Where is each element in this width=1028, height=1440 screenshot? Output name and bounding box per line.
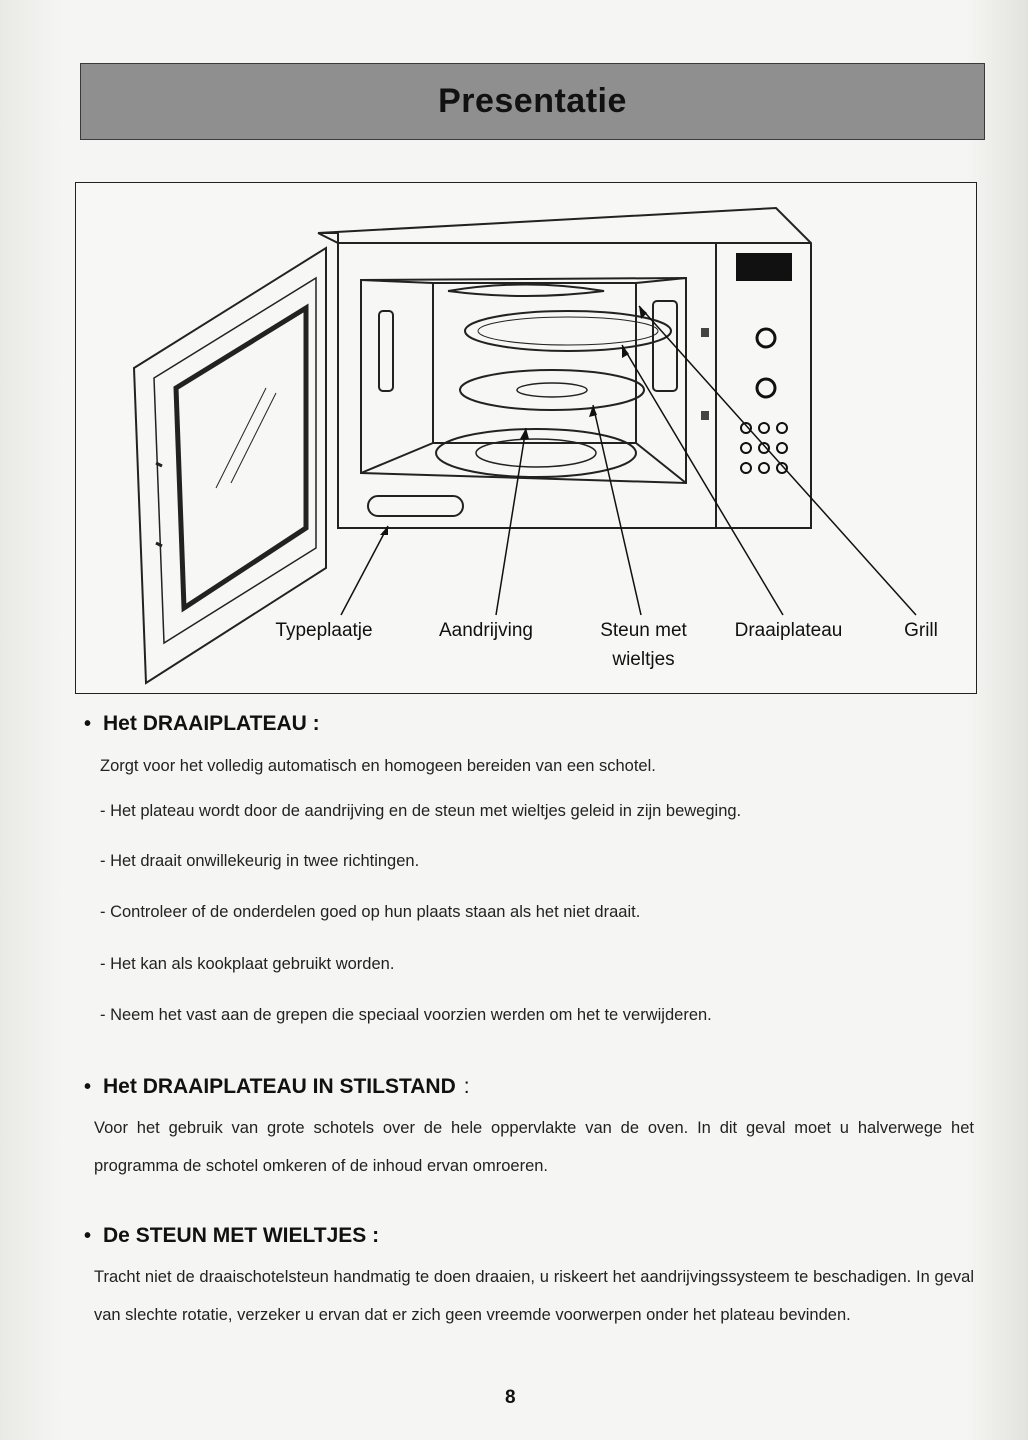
keypad-buttons [741,423,787,473]
label-grill: Grill [904,620,938,641]
section-heading: • Het DRAAIPLATEAU IN STILSTAND : [84,1075,470,1098]
side-vent-right [653,301,677,391]
steun-met-wieltjes [460,370,644,410]
leader-lines [341,306,916,615]
side-vent-left [379,311,393,391]
bullet-icon: • [84,1076,92,1098]
typeplaatje-plate [368,496,463,516]
draaiplateau-intro: Zorgt voor het volledig automatisch en homogeen bereiden van een schotel. [100,757,656,775]
grill-element [448,285,604,297]
section-stilstand [84,1075,974,1099]
draaiplateau-item-1: - Het plateau wordt door de aandrijving en de steun met wieltjes geleid in zijn beweging. [100,802,742,820]
section-heading: • Het DRAAIPLATEAU : [84,712,320,735]
display-screen [736,253,792,281]
draaiplateau-item-5: - Neem het vast aan de grepen die speciaal voorzien werden om het te verwijderen. [100,1006,712,1024]
draaiplateau-item-2: - Het draait onwillekeurig in twee richtingen. [100,852,420,870]
label-steun-line2: wieltjes [612,649,675,670]
page-title: Presentatie [438,82,627,120]
page-number: 8 [505,1387,516,1408]
microwave-diagram [75,182,977,694]
label-draaiplateau: Draaiplateau [734,620,843,641]
bullet-icon: • [84,1225,92,1247]
section-draaiplateau [84,712,974,736]
label-steun-met-wieltjes [581,616,706,674]
label-steun-line1: Steun met [600,620,687,641]
bullet-icon: • [84,713,92,735]
stilstand-text: Voor het gebruik van grote schotels over de hele oppervlakte van de oven. In dit geval moet u halverwege het programma de schotel omkeren of de inhoud ervan omroeren. [94,1119,974,1175]
section-steun [84,1224,974,1248]
draaiplateau-item-3: - Controleer of de onderdelen goed op hun plaats staan als het niet draait. [100,903,641,921]
label-aandrijving: Aandrijving [439,620,533,641]
section-heading: • De STEUN MET WIELTJES : [84,1224,380,1247]
oven-floor-ring [436,429,636,477]
dial-bottom-icon [757,379,775,397]
title-banner [80,63,985,140]
steun-text: Tracht niet de draaischotelsteun handmatig te doen draaien, u riskeert het aandrijvingssysteem te beschadigen. In geval van slechte rotatie, verzeker u ervan dat er zich geen vreemde voorwerpen onder het plateau bevinden. [94,1268,974,1324]
label-typeplaatje: Typeplaatje [275,620,373,641]
draaiplateau-item-4: - Het kan als kookplaat gebruikt worden. [100,955,395,973]
dial-top-icon [757,329,775,347]
